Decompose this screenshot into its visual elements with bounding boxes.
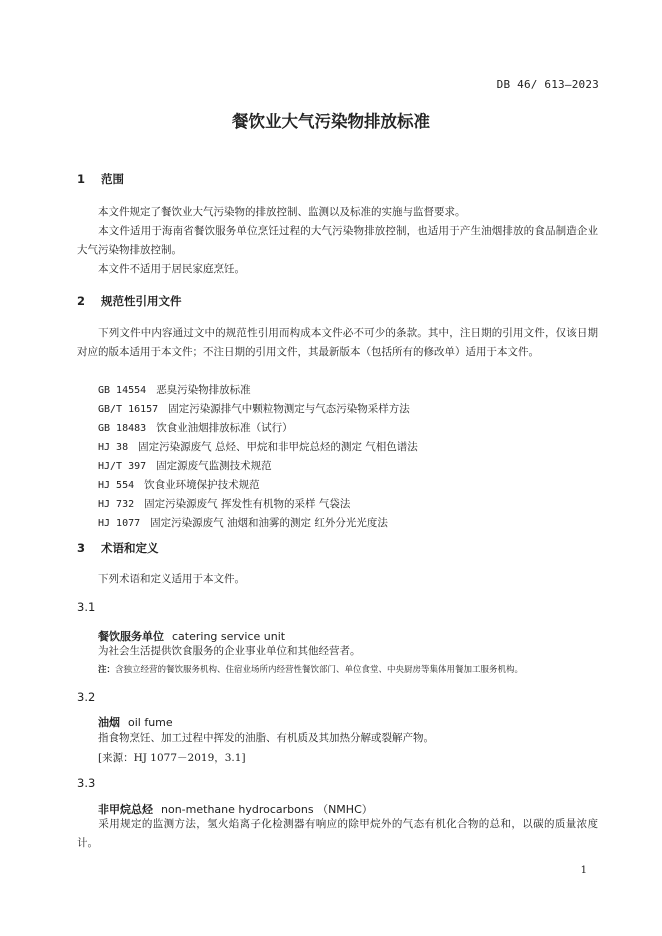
term-source: [来源：HJ 1077－2019，3.1] [98, 752, 246, 764]
reference-item: HJ/T 397 固定源废气监测技术规范 [98, 460, 272, 472]
section-title: 术语和定义 [101, 541, 159, 555]
reference-item: GB/T 16157 固定污染源排气中颗粒物测定与气态污染物采样方法 [98, 403, 410, 415]
term-note: 注：含独立经营的餐饮服务机构、住宿业场所内经营性餐饮部门、单位食堂、中央厨房等集体用餐加工服务机构。 [98, 665, 524, 675]
term-heading: 非甲烷总烃 non-methane hydrocarbons （NMHC） [98, 803, 373, 816]
term-number: 3.3 [77, 776, 96, 790]
reference-item: HJ 38 固定污染源废气 总烃、甲烷和非甲烷总烃的测定 气相色谱法 [98, 441, 418, 453]
term-heading: 油烟 oil fume [98, 716, 173, 729]
section-number: 1 [77, 172, 86, 186]
term-definition: 为社会生活提供饮食服务的企业事业单位和其他经营者。 [98, 645, 361, 657]
section-1-heading [77, 171, 124, 187]
page-title: 餐饮业大气污染物排放标准 [232, 112, 430, 131]
reference-item: GB 14554 恶臭污染物排放标准 [98, 384, 251, 396]
reference-item: HJ 732 固定污染源废气 挥发性有机物的采样 气袋法 [98, 498, 351, 510]
paragraph: 本文件不适用于居民家庭烹饪。 [98, 263, 245, 275]
paragraph: 下列文件中内容通过文中的规范性引用而构成本文件必不可少的条款。其中，注日期的引用文件，仅该日期对应的版本适用于本文件；不注日期的引用文件，其最新版本（包括所有的修改单）适用于本文件。 [77, 327, 598, 358]
section-title: 范围 [101, 172, 124, 186]
document-number: DB 46/ 613—2023 [496, 78, 599, 91]
term-definition: 采用规定的监测方法，氢火焰离子化检测器有响应的除甲烷外的气态有机化合物的总和，以碳的质量浓度计。 [77, 818, 598, 849]
term-number: 3.1 [77, 600, 96, 614]
section-number: 2 [77, 294, 86, 308]
section-3-heading [77, 540, 159, 556]
reference-item: HJ 1077 固定污染源废气 油烟和油雾的测定 红外分光光度法 [98, 517, 388, 529]
reference-item: GB 18483 饮食业油烟排放标准（试行） [98, 422, 293, 434]
paragraph: 下列术语和定义适用于本文件。 [98, 573, 245, 585]
section-2-heading [77, 293, 182, 309]
section-number: 3 [77, 541, 86, 555]
term-heading: 餐饮服务单位 catering service unit [98, 630, 286, 643]
page-number: 1 [580, 865, 587, 876]
paragraph: 本文件规定了餐饮业大气污染物的排放控制、监测以及标准的实施与监督要求。 [98, 206, 466, 218]
term-definition: 指食物烹饪、加工过程中挥发的油脂、有机质及其加热分解或裂解产物。 [98, 732, 434, 744]
term-number: 3.2 [77, 690, 96, 704]
section-title: 规范性引用文件 [101, 294, 182, 308]
paragraph: 本文件适用于海南省餐饮服务单位烹饪过程的大气污染物排放控制，也适用于产生油烟排放的食品制造企业大气污染物排放控制。 [77, 225, 598, 256]
reference-item: HJ 554 饮食业环境保护技术规范 [98, 479, 260, 491]
